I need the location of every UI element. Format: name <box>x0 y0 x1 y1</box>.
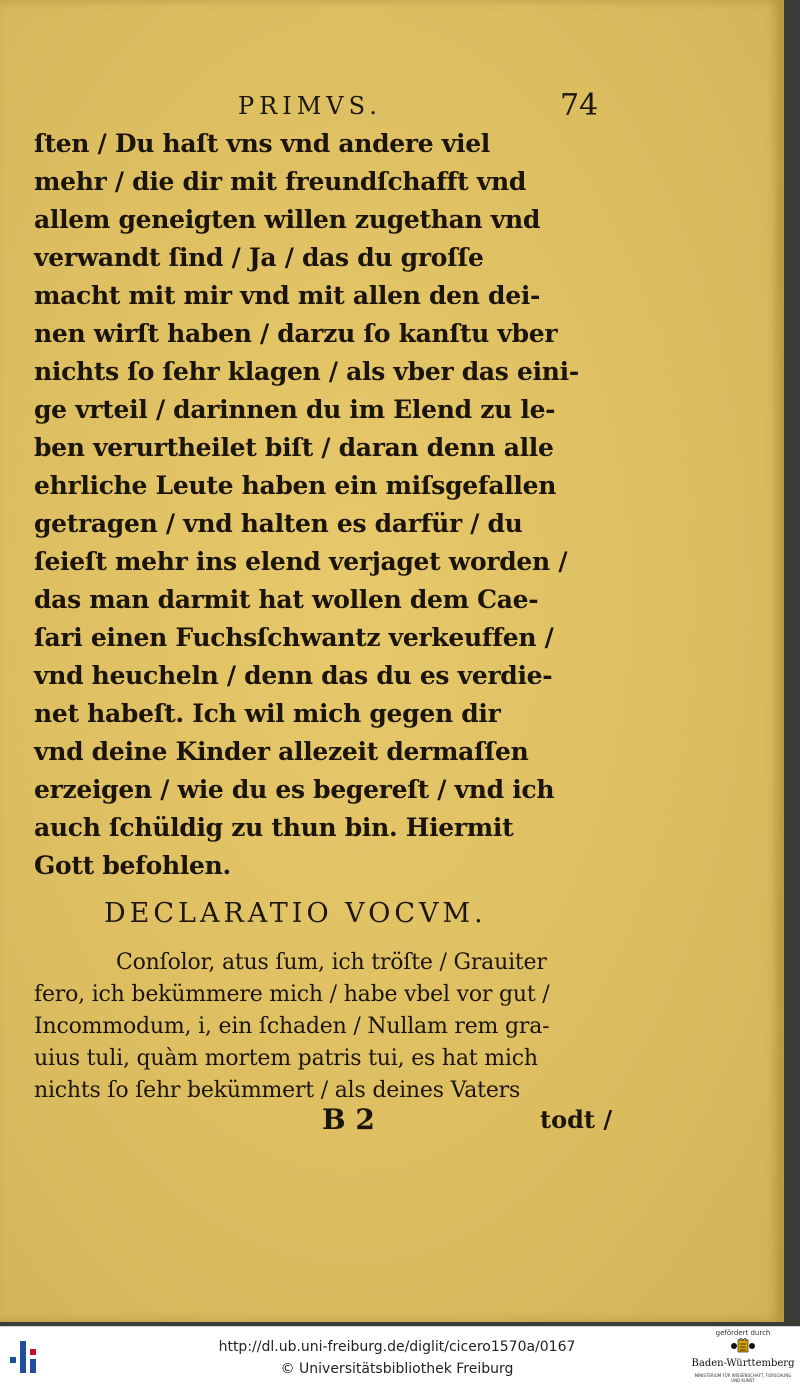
text-line: getragen / vnd halten es darfür / du <box>34 509 523 538</box>
text-line: ſeieſt mehr ins elend verjaget worden / <box>34 547 568 576</box>
text-line: ben verurtheilet biſt / daran denn alle <box>34 433 554 462</box>
text-line: nichts ſo ſehr bekümmert / als deines Vaters <box>34 1078 521 1103</box>
page-number: 74 <box>560 88 599 123</box>
copyright-notice: © Universitätsbibliothek Freiburg <box>280 1361 514 1377</box>
text-line: erzeigen / wie du es begereſt / vnd ich <box>34 775 555 804</box>
permalink-url[interactable]: http://dl.ub.uni-freiburg.de/diglit/cicero1570a/0167 <box>218 1339 576 1355</box>
running-head-title: PRIMVS. <box>238 92 382 120</box>
text-line: net habeſt. Ich wil mich gegen dir <box>34 699 501 728</box>
text-line: ehrliche Leute haben ein miſsgefallen <box>34 471 557 500</box>
text-line: ge vrteil / darinnen du im Elend zu le- <box>34 395 556 424</box>
text-line: auch ſchüldig zu thun bin. Hiermit <box>34 813 514 842</box>
ub-freiburg-logo-icon[interactable] <box>8 1335 44 1375</box>
text-line: vnd heucheln / denn das du es verdie- <box>34 661 553 690</box>
text-line: vnd deine Kinder allezeit dermaſſen <box>34 737 529 766</box>
section-heading: DECLARATIO VOCVM. <box>104 898 487 929</box>
sponsor-name: Baden-Württemberg <box>691 1358 795 1369</box>
text-line: allem geneigten willen zugethan vnd <box>34 205 541 234</box>
footer-bar <box>0 1326 800 1384</box>
signature-mark: B 2 <box>322 1103 375 1136</box>
text-line: das man darmit hat wollen dem Cae- <box>34 585 539 614</box>
declaration-text <box>34 947 614 1107</box>
text-line: ſari einen Fuchsſchwantz verkeuffen / <box>34 623 554 652</box>
sponsor-logo[interactable] <box>690 1329 796 1383</box>
text-line: fero, ich bekümmere mich / habe vbel vor gut / <box>34 982 550 1007</box>
catch-line <box>0 1103 782 1143</box>
text-line: nen wirſt haben / darzu ſo kanſtu vber <box>34 319 558 348</box>
sponsor-ministry: MINISTERIUM FÜR WISSENSCHAFT, FORSCHUNG UND KUNST <box>694 1373 792 1383</box>
text-line: Gott befohlen. <box>34 851 231 880</box>
text-line: uius tuli, quàm mortem patris tui, es hat mich <box>34 1046 538 1071</box>
catchword: todt / <box>540 1105 613 1134</box>
running-head <box>0 88 782 128</box>
text-line: Incommodum, i, ein ſchaden / Nullam rem gra- <box>34 1014 550 1039</box>
text-line: mehr / die dir mit freundſchafft vnd <box>34 167 527 196</box>
text-line: Conſolor, atus ſum, ich tröſte / Grauiter <box>116 950 547 975</box>
text-line: verwandt ſind / Ja / das du groſſe <box>34 243 484 272</box>
coat-of-arms-icon <box>730 1338 756 1354</box>
text-line: macht mit mir vnd mit allen den dei- <box>34 281 541 310</box>
letter-text <box>34 125 614 885</box>
sponsor-funded-label: gefördert durch <box>715 1329 771 1337</box>
text-line: ſten / Du haſt vns vnd andere viel <box>34 129 490 158</box>
text-line: nichts ſo ſehr klagen / als vber das eini- <box>34 357 579 386</box>
